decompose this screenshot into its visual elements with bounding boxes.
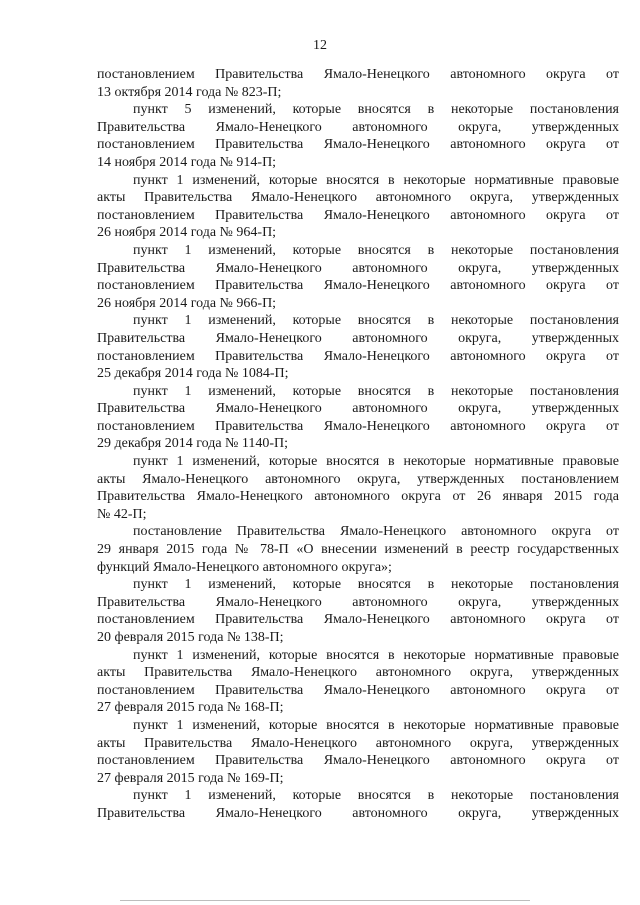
text-line: пункт 1 изменений, которые вносятся в некоторые постановления: [133, 577, 619, 593]
page-bottom-edge: [120, 900, 530, 901]
text-line: постановлением Правительства Ямало-Ненецкого автономного округа от: [97, 612, 619, 628]
text-line: 27 февраля 2015 года № 168-П;: [97, 700, 284, 716]
text-line: Правительства Ямало-Ненецкого автономного округа, утвержденных: [97, 401, 619, 417]
text-line: Правительства Ямало-Ненецкого автономного округа, утвержденных: [97, 594, 619, 610]
text-line: 29 января 2015 года № 78-П «О внесении изменений в реестр государственных: [97, 542, 619, 558]
text-line: пункт 1 изменений, которые вносятся в некоторые постановления: [133, 788, 619, 804]
text-line: Правительства Ямало-Ненецкого автономного округа, утвержденных: [97, 330, 619, 346]
text-line: 20 февраля 2015 года № 138-П;: [97, 630, 284, 645]
text-line: пункт 1 изменений, которые вносятся в некоторые постановления: [133, 242, 619, 258]
text-line: 14 ноября 2014 года № 914-П;: [97, 154, 277, 170]
text-line: постановлением Правительства Ямало-Ненецкого автономного округа от: [97, 137, 619, 153]
text-line: пункт 1 изменений, которые вносятся в некоторые нормативные правовые: [133, 454, 619, 470]
text-line: акты Правительства Ямало-Ненецкого автономного округа, утвержденных: [97, 665, 619, 681]
text-line: Правительства Ямало-Ненецкого автономного округа, утвержденных: [97, 805, 619, 821]
text-line: постановлением Правительства Ямало-Ненецкого автономного округа от: [97, 753, 619, 769]
text-line: пункт 1 изменений, которые вносятся в некоторые нормативные правовые: [133, 717, 619, 733]
text-line: постановлением Правительства Ямало-Ненецкого автономного округа от: [97, 67, 619, 82]
text-line: Правительства Ямало-Ненецкого автономного округа, утвержденных: [97, 119, 619, 135]
text-line: 26 ноября 2014 года № 966-П;: [97, 295, 277, 311]
text-line: постановлением Правительства Ямало-Ненецкого автономного округа от: [97, 682, 619, 698]
text-line: 25 декабря 2014 года № 1084-П;: [97, 366, 289, 382]
text-line: 26 ноября 2014 года № 964-П;: [97, 225, 277, 241]
text-line: постановлением Правительства Ямало-Ненецкого автономного округа от: [97, 207, 619, 223]
text-line: постановлением Правительства Ямало-Ненецкого автономного округа от: [97, 278, 619, 294]
text-line: Правительства Ямало-Ненецкого автономного округа, утвержденных: [97, 260, 619, 276]
text-line: функций Ямало-Ненецкого автономного округа»;: [97, 559, 392, 575]
text-line: 29 декабря 2014 года № 1140-П;: [97, 436, 289, 452]
text-line: № 42-П;: [97, 506, 147, 522]
document-body: [97, 66, 619, 823]
text-line: пункт 1 изменений, которые вносятся в некоторые постановления: [133, 383, 619, 399]
text-line: акты Правительства Ямало-Ненецкого автономного округа, утвержденных: [97, 735, 619, 751]
text-line: постановление Правительства Ямало-Ненецкого автономного округа от: [133, 524, 619, 540]
text-line: 27 февраля 2015 года № 169-П;: [97, 770, 284, 786]
text-line: пункт 1 изменений, которые вносятся в некоторые постановления: [133, 313, 619, 329]
text-line: пункт 5 изменений, которые вносятся в некоторые постановления: [133, 102, 619, 118]
text-line: акты Ямало-Ненецкого автономного округа, утвержденных постановлением: [97, 471, 619, 487]
text-line: постановлением Правительства Ямало-Ненецкого автономного округа от: [97, 418, 619, 434]
page-number: 12: [313, 38, 327, 53]
text-line: пункт 1 изменений, которые вносятся в некоторые нормативные правовые: [133, 172, 619, 188]
text-line: Правительства Ямало-Ненецкого автономного округа от 26 января 2015 года: [97, 489, 619, 505]
text-line: акты Правительства Ямало-Ненецкого автономного округа, утвержденных: [97, 190, 619, 206]
text-line: пункт 1 изменений, которые вносятся в некоторые нормативные правовые: [133, 647, 619, 663]
text-line: 13 октября 2014 года № 823-П;: [97, 84, 282, 100]
text-line: постановлением Правительства Ямало-Ненецкого автономного округа от: [97, 348, 619, 364]
